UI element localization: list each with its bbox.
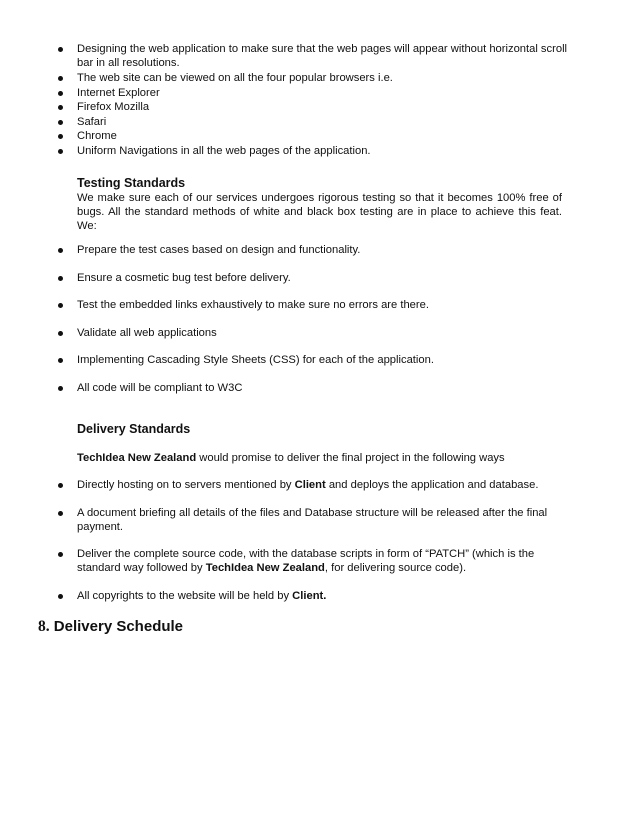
list-item-text: All copyrights to the website will be held by [77, 589, 293, 602]
bullet-icon [58, 594, 63, 599]
list-item-text: Designing the web application to make sure that the web pages will appear without horizontal scroll bar in all resolutions. [77, 43, 568, 69]
list-item-text: Ensure a cosmetic bug test before delivery. [77, 271, 291, 284]
bullet-icon [58, 105, 63, 110]
delivery-intro-text: would promise to deliver the final project in the following ways [196, 452, 505, 464]
delivery-standards-section [77, 422, 562, 437]
company-name: TechIdea New Zealand [205, 562, 325, 574]
bullet-icon [58, 91, 63, 96]
list-item-text: A document briefing all details of the files and Database structure will be released after the final payment. [77, 506, 548, 533]
bullet-icon [58, 76, 63, 81]
list-item-text: Validate all web applications [77, 326, 217, 339]
testing-standards-heading: Testing Standards [77, 176, 186, 190]
list-item [0, 326, 638, 340]
list-item-text: The web site can be viewed on all the four popular browsers i.e. [77, 72, 393, 84]
requirements-list [0, 42, 638, 158]
delivery-intro [77, 451, 562, 465]
bullet-icon [58, 552, 63, 557]
list-item-text: , for delivering source code). [324, 562, 467, 574]
bullet-icon [58, 331, 63, 336]
bullet-icon [58, 276, 63, 281]
bullet-icon [58, 120, 63, 125]
list-item [0, 100, 638, 115]
list-item [0, 353, 638, 367]
list-item [0, 478, 638, 492]
list-item [0, 129, 638, 144]
bullet-icon [58, 303, 63, 308]
bullet-icon [58, 248, 63, 253]
list-item-text: Prepare the test cases based on design and functionality. [77, 244, 361, 256]
delivery-schedule-heading [38, 618, 183, 636]
bullet-icon [58, 483, 63, 488]
list-item [0, 243, 638, 257]
list-item [0, 86, 638, 101]
list-item [0, 506, 638, 534]
list-item-text: Firefox Mozilla [77, 101, 150, 113]
list-item [0, 115, 638, 130]
bullet-icon [58, 511, 63, 516]
bullet-icon [58, 386, 63, 391]
list-item-text: Directly hosting on to servers mentioned by [77, 479, 295, 491]
list-item-text: Chrome [77, 130, 117, 142]
list-item [0, 144, 638, 159]
list-item-text: Internet Explorer [77, 86, 160, 99]
list-item-text: Deliver the complete source code, with the database scripts in form of “PATCH” (which is the standard way followed by [77, 548, 535, 574]
bullet-icon [58, 358, 63, 363]
bullet-icon [58, 134, 63, 139]
list-item-text: Uniform Navigations in all the web pages of the application. [77, 144, 371, 157]
list-item-text: Test the embedded links exhaustively to make sure no errors are there. [77, 299, 429, 311]
delivery-standards-heading: Delivery Standards [77, 422, 191, 436]
list-item-text: Implementing Cascading Style Sheets (CSS) for each of the application. [77, 354, 434, 366]
list-item-text: and deploys the application and database. [325, 479, 539, 491]
list-item [0, 71, 638, 86]
testing-standards-paragraph: We make sure each of our services undergoes rigorous testing so that it becomes 100% free of bugs. All the standard methods of white and black box testing are in place to achieve this feat. We: [77, 192, 562, 232]
company-name: TechIdea New Zealand [77, 452, 197, 464]
testing-standards-section [77, 176, 562, 233]
section-title: Delivery Schedule [53, 618, 184, 635]
list-item [0, 42, 638, 71]
bullet-icon [58, 47, 63, 52]
client-name: Client. [292, 589, 327, 602]
list-item [0, 589, 638, 603]
testing-list [0, 243, 638, 408]
list-item [0, 298, 638, 312]
list-item [0, 271, 638, 285]
delivery-list [0, 478, 638, 603]
list-item [0, 547, 638, 575]
list-item [0, 381, 638, 395]
section-number: 8. [38, 618, 50, 635]
bullet-icon [58, 149, 63, 154]
list-item-text: Safari [77, 115, 107, 128]
client-name: Client [294, 479, 326, 491]
list-item-text: All code will be compliant to W3C [77, 381, 243, 394]
